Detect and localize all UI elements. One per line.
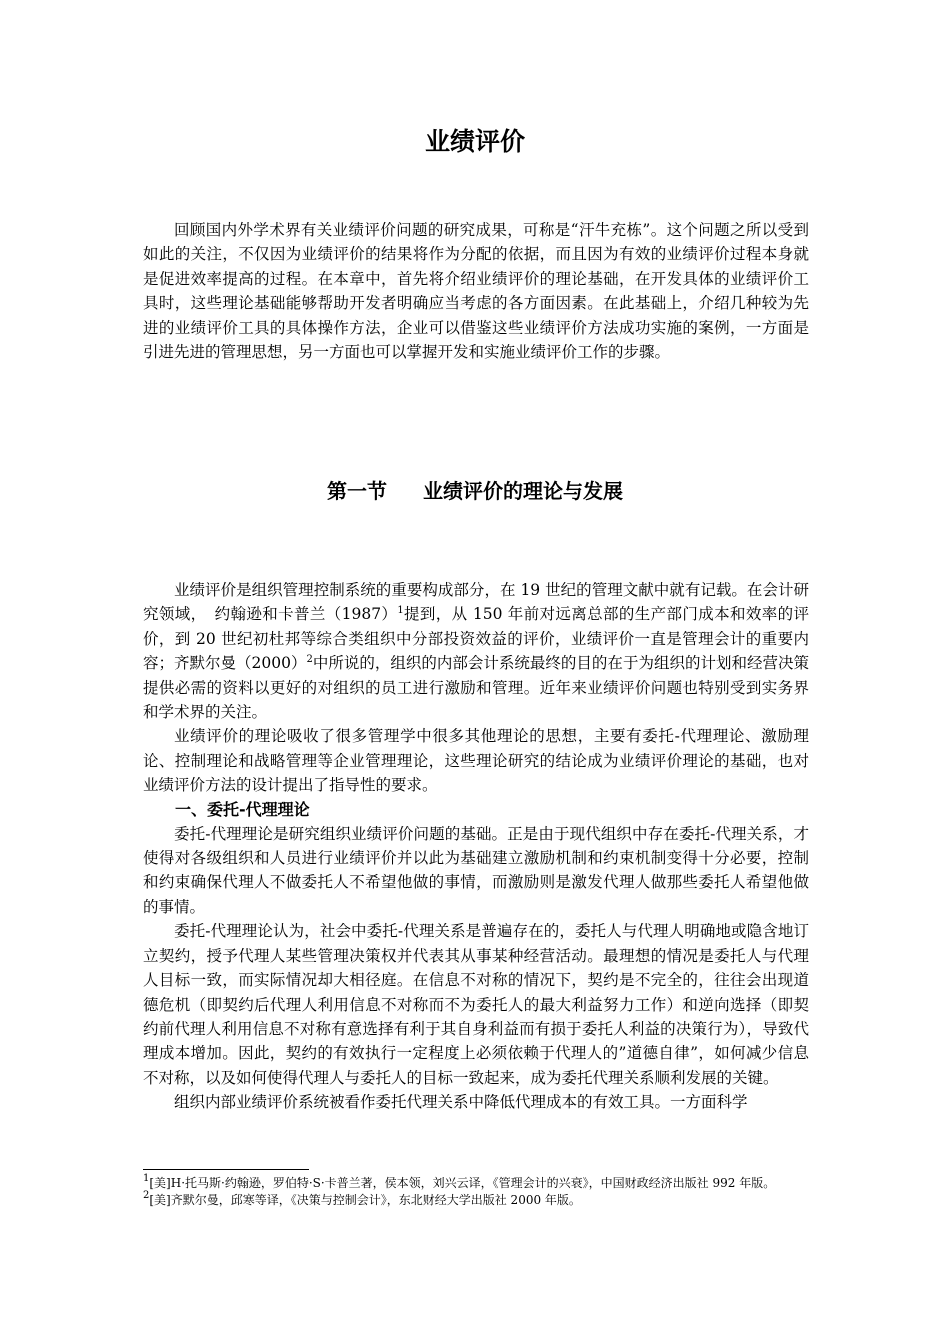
subheading: 一、委托-代理理论 bbox=[175, 799, 310, 819]
paragraph-3: 委托-代理理论是研究组织业绩评价问题的基础。正是由于现代组织中存在委托-代理关系，才使得对各级组织和人员进行业绩评价并以此为基础建立激励机制和约束机制变得十分必要，控制和约束确保代理人不做委托人不希望他做的事情，而激励则是激发代理人做那些委托人希望他做的事情。 bbox=[143, 824, 809, 916]
footnote-2 bbox=[143, 1192, 809, 1209]
paragraph-1-part-c: 中所说的，组织的内部会计系统最终的目的在于为组织的计划和经营决策提供必需的资料以更好的对组织的员工进行激励和管理。近年来业绩评价问题也特别受到实务界和学术界的关注。 bbox=[143, 654, 809, 722]
footnote-ref-1[interactable]: 1 bbox=[397, 605, 404, 617]
footnotes bbox=[143, 1175, 809, 1209]
footnote-1 bbox=[143, 1175, 809, 1192]
footnote-1-mark: 1 bbox=[143, 1173, 150, 1184]
paragraph-5: 组织内部业绩评价系统被看作委托代理关系中降低代理成本的有效工具。一方面科学 bbox=[174, 1093, 748, 1112]
paragraph-1 bbox=[143, 578, 809, 724]
section-title: 业绩评价的理论与发展 bbox=[423, 479, 623, 503]
intro-paragraph: 回顾国内外学术界有关业绩评价问题的研究成果，可称是“汗牛充栋”。这个问题之所以受到如此的关注，不仅因为业绩评价的结果将作为分配的依据，而且因为有效的业绩评价过程本身就是促进效率提高的过程。在本章中，首先将介绍业绩评价的理论基础，在开发具体的业绩评价工具时，这些理论基础能够帮助开发者明确应当考虑的各方面因素。在此基础上，介绍几种较为先进的业绩评价工具的具体操作方法，企业可以借鉴这些业绩评价方法成功实施的案例，一方面是引进先进的管理思想，另一方面也可以掌握开发和实施业绩评价工作的步骤。 bbox=[143, 221, 809, 362]
footnote-1-text: [美]H·托马斯·约翰逊，罗伯特·S·卡普兰著，侯本领，刘兴云译，《管理会计的兴衰》，中国财政经济出版社 992 年版。 bbox=[149, 1176, 776, 1190]
footnote-2-mark: 2 bbox=[143, 1190, 150, 1201]
footnote-divider bbox=[143, 1169, 309, 1170]
section-number: 第一节 bbox=[327, 479, 387, 503]
footnote-ref-2[interactable]: 2 bbox=[306, 654, 313, 666]
main-text bbox=[143, 578, 809, 1115]
section-heading bbox=[0, 476, 950, 506]
paragraph-2: 业绩评价的理论吸收了很多管理学中很多其他理论的思想，主要有委托-代理理论、激励理论、控制理论和战略管理等企业管理理论，这些理论研究的结论成为业绩评价理论的基础，也对业绩评价方法的设计提出了指导性的要求。 bbox=[143, 727, 809, 795]
paragraph-4: 委托-代理理论认为，社会中委托-代理关系是普遍存在的，委托人与代理人明确地或隐含地订立契约，授予代理人某些管理决策权并代表其从事某种经营活动。最理想的情况是委托人与代理人目标一致，而实际情况却大相径庭。在信息不对称的情况下，契约是不完全的，往往会出现道德危机（即契约后代理人利用信息不对称而不为委托人的最大利益努力工作）和逆向选择（即契约前代理人利用信息不对称有意选择有利于其自身利益而有损于委托人利益的决策行为），导致代理成本增加。因此，契约的有效执行一定程度上必须依赖于代理人的”道德自律”，如何减少信息不对称，以及如何使得代理人与委托人的目标一致起来，成为委托代理关系顺利发展的关键。 bbox=[143, 922, 809, 1087]
intro-block bbox=[143, 218, 809, 364]
paragraph-1-part-b: 提到，从 150 年前对远离总部的生产部门成本和效率的评价，到 20 世纪初杜邦等综合类组织中分部投资效益的评价，业绩评价一直是管理会计的重要内容；齐默尔曼（2000） bbox=[143, 605, 809, 673]
paragraph-1-part-a: 业绩评价是组织管理控制系统的重要构成部分，在 19 世纪的管理文献中就有记载。在会计研究领域， 约翰逊和卡普兰（1987） bbox=[143, 581, 809, 624]
page-title: 业绩评价 bbox=[424, 127, 525, 156]
footnote-2-text: [美]齐默尔曼，邱寒等译，《决策与控制会计》，东北财经大学出版社 2000 年版。 bbox=[149, 1193, 581, 1207]
